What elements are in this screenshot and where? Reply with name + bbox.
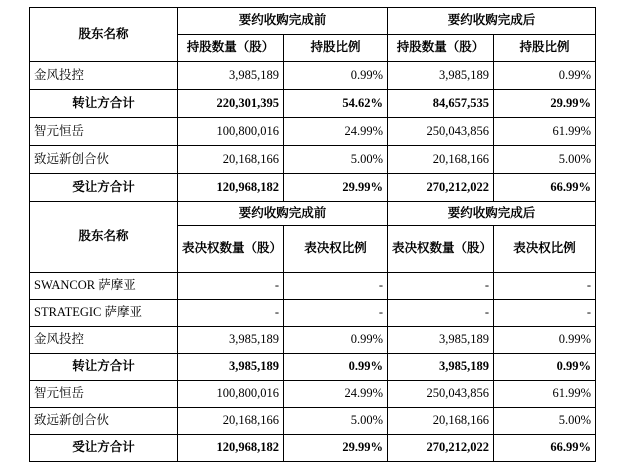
after-shares-cell: - bbox=[388, 300, 494, 327]
before-ratio-cell: 0.99% bbox=[284, 354, 388, 381]
holder-name-cell: 智元恒岳 bbox=[30, 381, 178, 408]
before-shares-cell: 20,168,166 bbox=[178, 408, 284, 435]
before-ratio-header: 持股比例 bbox=[284, 35, 388, 62]
after-offer-header: 要约收购完成后 bbox=[388, 8, 596, 35]
before-offer-header: 要约收购完成前 bbox=[178, 8, 388, 35]
before-ratio-cell: 54.62% bbox=[284, 90, 388, 118]
before-shares-cell: - bbox=[178, 300, 284, 327]
before-ratio-cell: 24.99% bbox=[284, 381, 388, 408]
after-votes-header: 表决权数量（股） bbox=[388, 226, 494, 273]
total-row bbox=[30, 90, 596, 118]
holder-name-header: 股东名称 bbox=[30, 202, 178, 273]
holder-name-header: 股东名称 bbox=[30, 8, 178, 62]
after-ratio-cell: 66.99% bbox=[494, 435, 596, 462]
section-1-header-row-1 bbox=[30, 8, 596, 35]
after-ratio-cell: 0.99% bbox=[494, 354, 596, 381]
after-ratio-cell: 0.99% bbox=[494, 327, 596, 354]
after-shares-cell: 250,043,856 bbox=[388, 118, 494, 146]
after-ratio-cell: 66.99% bbox=[494, 174, 596, 202]
after-ratio-cell: 0.99% bbox=[494, 62, 596, 90]
table-row bbox=[30, 300, 596, 327]
before-shares-cell: 100,800,016 bbox=[178, 118, 284, 146]
table-row bbox=[30, 62, 596, 90]
after-ratio-cell: 61.99% bbox=[494, 118, 596, 146]
holder-name-cell: 受让方合计 bbox=[30, 435, 178, 462]
after-ratio-cell: - bbox=[494, 273, 596, 300]
total-row bbox=[30, 354, 596, 381]
after-ratio-cell: 5.00% bbox=[494, 146, 596, 174]
before-shares-cell: 3,985,189 bbox=[178, 354, 284, 381]
before-shares-cell: 100,800,016 bbox=[178, 381, 284, 408]
after-shares-cell: 3,985,189 bbox=[388, 327, 494, 354]
after-shares-cell: 20,168,166 bbox=[388, 146, 494, 174]
table-row bbox=[30, 327, 596, 354]
table-row bbox=[30, 118, 596, 146]
before-ratio-cell: 5.00% bbox=[284, 146, 388, 174]
after-shares-cell: 250,043,856 bbox=[388, 381, 494, 408]
before-shares-header: 持股数量（股） bbox=[178, 35, 284, 62]
before-ratio-cell: - bbox=[284, 300, 388, 327]
table-row bbox=[30, 273, 596, 300]
before-ratio-cell: - bbox=[284, 273, 388, 300]
before-votes-header: 表决权数量（股） bbox=[178, 226, 284, 273]
after-vote-ratio-header: 表决权比例 bbox=[494, 226, 596, 273]
holder-name-cell: 受让方合计 bbox=[30, 174, 178, 202]
holder-name-cell: STRATEGIC 萨摩亚 bbox=[30, 300, 178, 327]
after-shares-header: 持股数量（股） bbox=[388, 35, 494, 62]
table-row bbox=[30, 381, 596, 408]
after-shares-cell: - bbox=[388, 273, 494, 300]
before-vote-ratio-header: 表决权比例 bbox=[284, 226, 388, 273]
after-shares-cell: 3,985,189 bbox=[388, 62, 494, 90]
before-shares-cell: 20,168,166 bbox=[178, 146, 284, 174]
total-row bbox=[30, 435, 596, 462]
holder-name-cell: 智元恒岳 bbox=[30, 118, 178, 146]
after-ratio-cell: 29.99% bbox=[494, 90, 596, 118]
after-shares-cell: 3,985,189 bbox=[388, 354, 494, 381]
section-1-shareholding bbox=[30, 8, 596, 202]
after-shares-cell: 270,212,022 bbox=[388, 174, 494, 202]
shareholding-table bbox=[29, 7, 596, 462]
holder-name-cell: 致远新创合伙 bbox=[30, 146, 178, 174]
before-offer-header: 要约收购完成前 bbox=[178, 202, 388, 226]
before-shares-cell: 120,968,182 bbox=[178, 174, 284, 202]
holder-name-cell: 转让方合计 bbox=[30, 90, 178, 118]
before-shares-cell: 120,968,182 bbox=[178, 435, 284, 462]
after-shares-cell: 20,168,166 bbox=[388, 408, 494, 435]
after-ratio-cell: 5.00% bbox=[494, 408, 596, 435]
after-offer-header: 要约收购完成后 bbox=[388, 202, 596, 226]
before-shares-cell: - bbox=[178, 273, 284, 300]
holder-name-cell: 金风投控 bbox=[30, 327, 178, 354]
section-2-header-row-1 bbox=[30, 202, 596, 226]
after-ratio-cell: - bbox=[494, 300, 596, 327]
after-shares-cell: 84,657,535 bbox=[388, 90, 494, 118]
holder-name-cell: SWANCOR 萨摩亚 bbox=[30, 273, 178, 300]
before-shares-cell: 3,985,189 bbox=[178, 327, 284, 354]
total-row bbox=[30, 174, 596, 202]
after-shares-cell: 270,212,022 bbox=[388, 435, 494, 462]
before-shares-cell: 220,301,395 bbox=[178, 90, 284, 118]
holder-name-cell: 致远新创合伙 bbox=[30, 408, 178, 435]
table-row bbox=[30, 408, 596, 435]
before-ratio-cell: 29.99% bbox=[284, 435, 388, 462]
before-ratio-cell: 24.99% bbox=[284, 118, 388, 146]
after-ratio-cell: 61.99% bbox=[494, 381, 596, 408]
before-ratio-cell: 5.00% bbox=[284, 408, 388, 435]
holder-name-cell: 转让方合计 bbox=[30, 354, 178, 381]
after-ratio-header: 持股比例 bbox=[494, 35, 596, 62]
before-shares-cell: 3,985,189 bbox=[178, 62, 284, 90]
before-ratio-cell: 0.99% bbox=[284, 62, 388, 90]
table-row bbox=[30, 146, 596, 174]
before-ratio-cell: 29.99% bbox=[284, 174, 388, 202]
holder-name-cell: 金风投控 bbox=[30, 62, 178, 90]
before-ratio-cell: 0.99% bbox=[284, 327, 388, 354]
section-2-voting-rights bbox=[30, 202, 596, 462]
